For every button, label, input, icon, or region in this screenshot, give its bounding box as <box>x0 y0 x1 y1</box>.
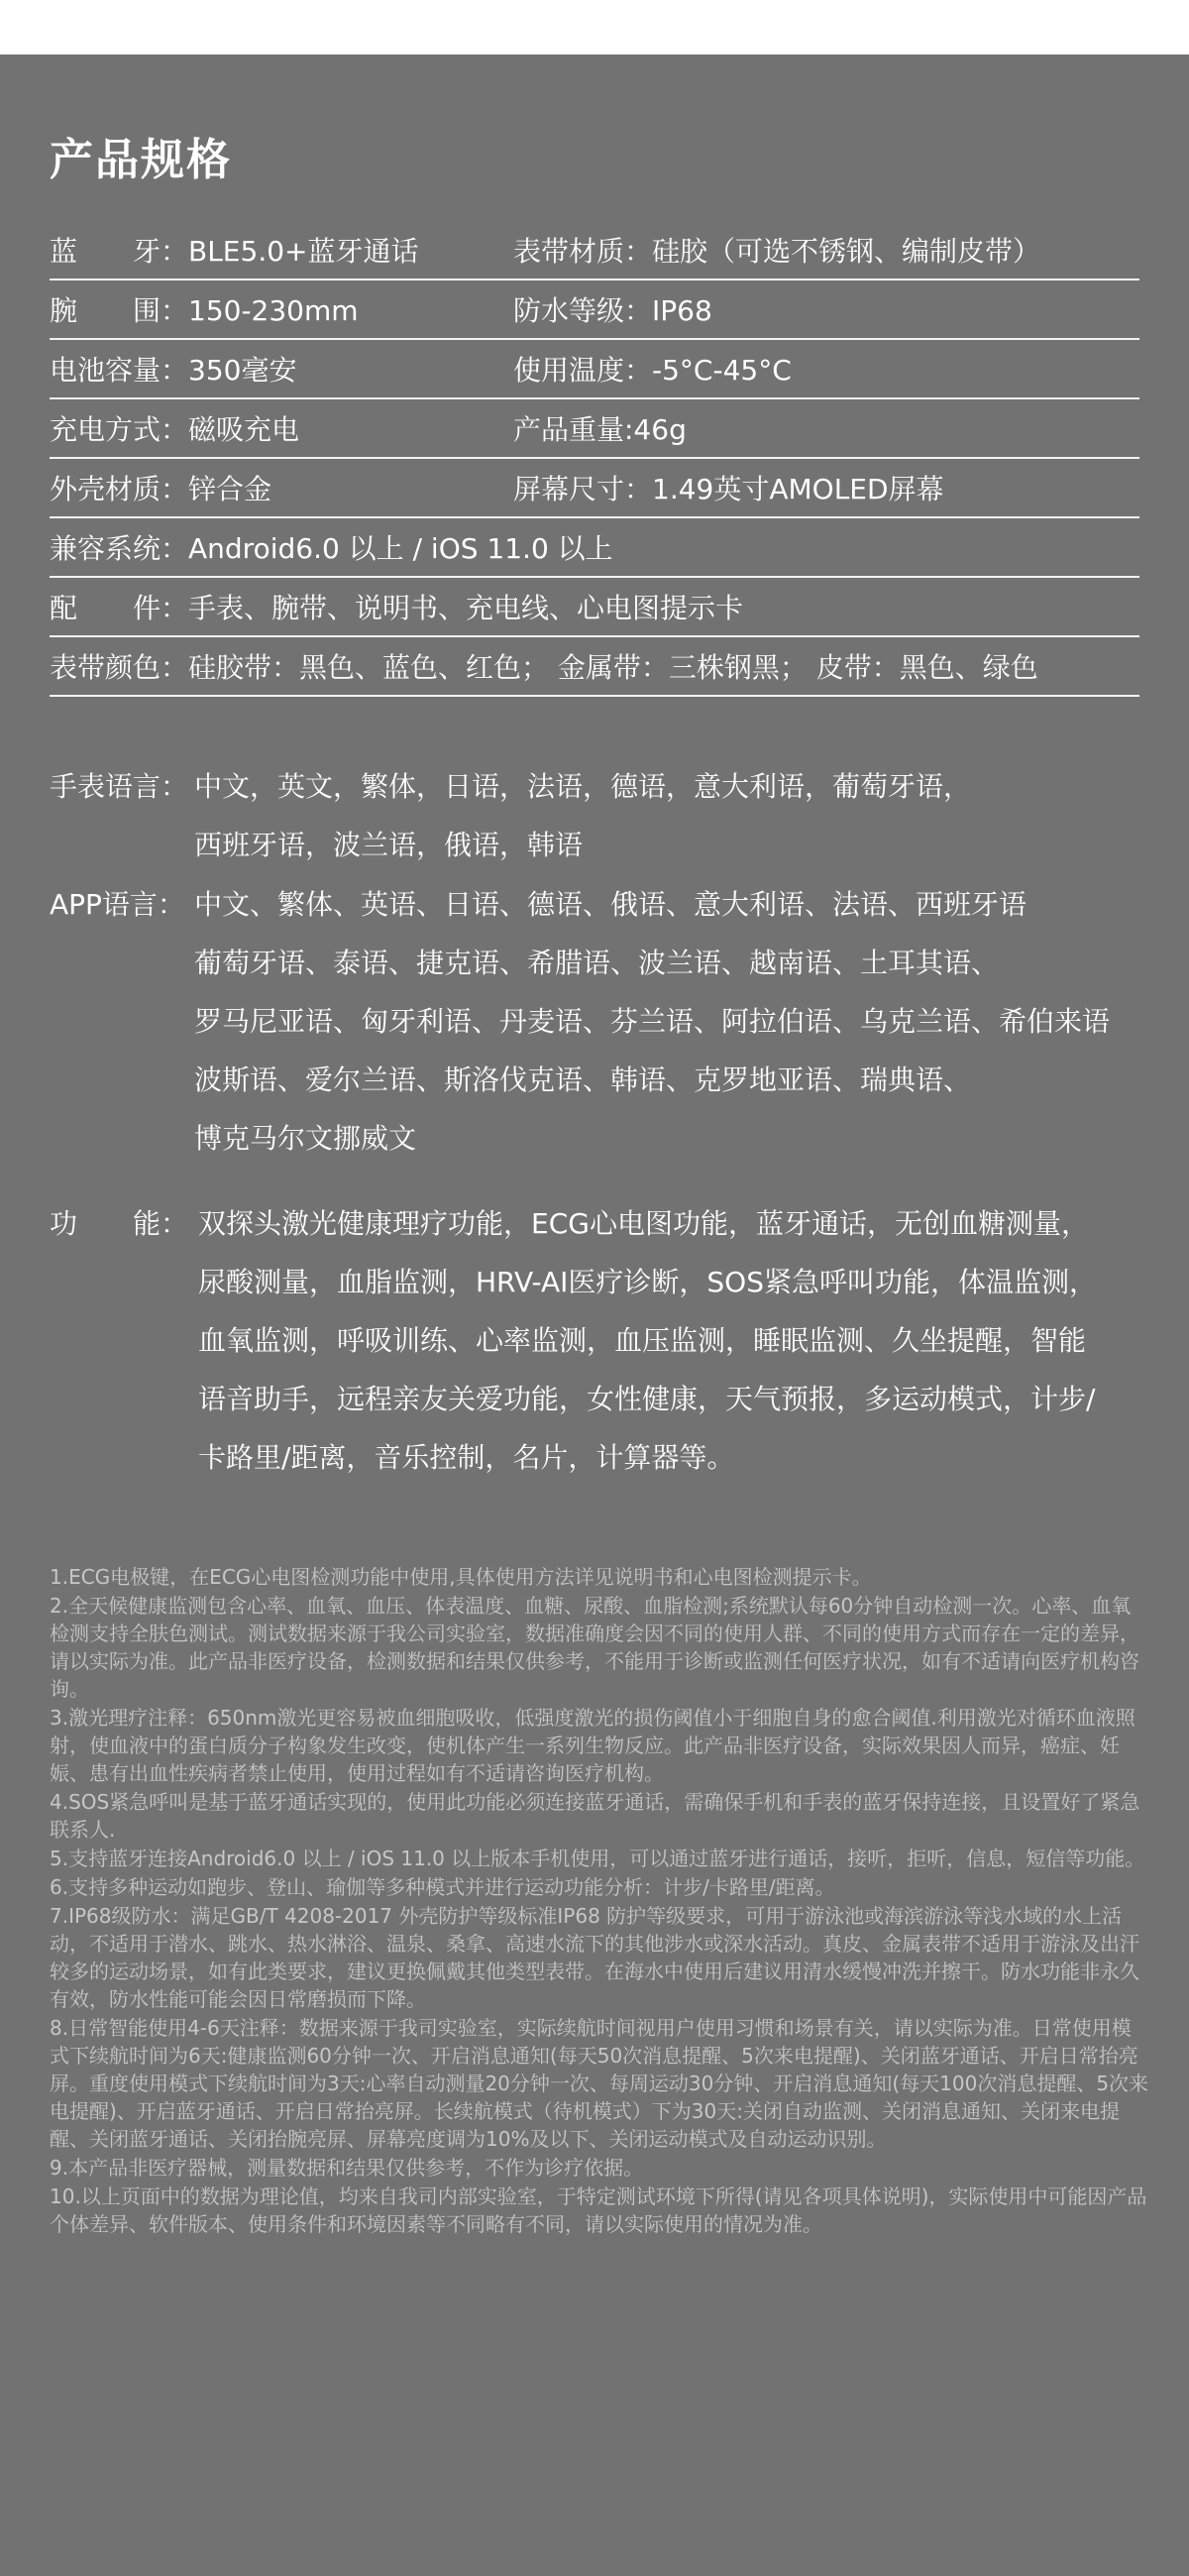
spec-compatibility: 兼容系统：Android6.0 以上 / iOS 11.0 以上 <box>50 532 613 565</box>
app-language-line: 中文、繁体、英语、日语、德语、俄语、意大利语、法语、西班牙语 <box>194 888 1027 921</box>
functions-line: 双探头激光健康理疗功能，ECG心电图功能，蓝牙通话，无创血糖测量， <box>198 1207 1089 1240</box>
footnote: 10.以上页面中的数据为理论值，均来自我司内部实验室，于特定测试环境下所得(请见各项具体说明)，实际使用中可能因产品个体差异、软件版本、使用条件和环境因素等不同略有不同，请以实际使用的情况为准。 <box>50 2184 1147 2236</box>
spec-row <box>50 280 1139 340</box>
footnote: 7.IP68级防水：满足GB/T 4208-2017 外壳防护等级标准IP68 防护等级要求，可用于游泳池或海滨游泳等浅水域的水上活动，不适用于潜水、跳水、热水淋浴、温泉、桑拿、高速水流下的其他涉水或深水活动。真皮、金属表带不适用于游泳及出汗较多的运动场景，如有此类要求，建议更换佩戴其他类型表带。在海水中使用后建议用清水缓慢冲洗并擦干。防水功能非永久有效，防水性能可能会因日常磨损而下降。 <box>50 1904 1139 2011</box>
spec-bluetooth: 蓝 牙：BLE5.0+蓝牙通话 <box>50 235 419 268</box>
page-title: 产品规格 <box>50 135 232 185</box>
footnotes <box>50 1563 1149 2239</box>
app-language-line: 波斯语、爱尔兰语、斯洛伐克语、韩语、克罗地亚语、瑞典语、 <box>194 1064 972 1096</box>
footnote: 5.支持蓝牙连接Android6.0 以上 / iOS 11.0 以上版本手机使用，可以通过蓝牙进行通话，接听，拒听，信息，短信等功能。 <box>50 1847 1145 1870</box>
spec-strap-material: 表带材质：硅胶（可选不锈钢、编制皮带） <box>513 235 1041 268</box>
watch-language-label: 手表语言： <box>50 770 189 803</box>
spec-row <box>50 518 1139 578</box>
spec-waterproof: 防水等级：IP68 <box>513 294 712 327</box>
spec-table <box>50 221 1139 697</box>
footnote: 6.支持多种运动如跑步、登山、瑜伽等多种模式并进行运动功能分析：计步/卡路里/距离。 <box>50 1875 835 1899</box>
spec-case-material: 外壳材质：锌合金 <box>50 473 272 505</box>
app-language-line: 博克马尔文挪威文 <box>194 1122 417 1155</box>
spec-accessories: 配 件：手表、腕带、说明书、充电线、心电图提示卡 <box>50 592 744 624</box>
spec-charging: 充电方式：磁吸充电 <box>50 413 300 446</box>
spec-row <box>50 221 1139 280</box>
functions-line: 语音助手，远程亲友关爱功能，女性健康，天气预报，多运动模式，计步/ <box>198 1383 1096 1415</box>
spec-row <box>50 637 1139 697</box>
spec-row <box>50 340 1139 399</box>
functions-line: 卡路里/距离，音乐控制，名片，计算器等。 <box>198 1441 735 1474</box>
footnote: 3.激光理疗注释：650nm激光更容易被血细胞吸收，低强度激光的损伤阈值小于细胞自身的愈合阈值.利用激光对循环血液照射，使血液中的蛋白质分子构象发生改变，使机体产生一系列生物反应。此产品非医疗设备，实际效果因人而异，癌症、妊娠、患有出血性疾病者禁止使用，使用过程如有不适请咨询医疗机构。 <box>50 1706 1135 1785</box>
footnote: 8.日常智能使用4-6天注释：数据来源于我司实验室，实际续航时间视用户使用习惯和场景有关，请以实际为准。日常使用模式下续航时间为6天:健康监测60分钟一次、开启消息通知(每天50次消息提醒、5次来电提醒)、关闭蓝牙通话、开启日常抬亮屏。重度使用模式下续航时间为3天:心率自动测量20分钟一次、每周运动30分钟、开启消息通知(每天100次消息提醒、5次来电提醒)、开启蓝牙通话、开启日常抬亮屏。长续航模式（待机模式）下为30天:关闭自动监测、关闭消息通知、关闭来电提醒、关闭蓝牙通话、关闭抬腕亮屏、屏幕亮度调为10%及以下、关闭运动模式及自动运动识别。 <box>50 2016 1149 2151</box>
footnote: 4.SOS紧急呼叫是基于蓝牙通话实现的，使用此功能必须连接蓝牙通话，需确保手机和手表的蓝牙保持连接，且设置好了紧急联系人. <box>50 1790 1140 1842</box>
app-language-line: 罗马尼亚语、匈牙利语、丹麦语、芬兰语、阿拉伯语、乌克兰语、希伯来语 <box>194 1005 1111 1038</box>
watch-language-line: 西班牙语，波兰语，俄语，韩语 <box>194 829 584 861</box>
functions-label: 功 能： <box>50 1207 189 1240</box>
spec-strap-colors: 表带颜色：硅胶带：黑色、蓝色、红色； 金属带：三株钢黑； 皮带：黑色、绿色 <box>50 651 1038 684</box>
functions-line: 尿酸测量，血脂监测，HRV-AI医疗诊断，SOS紧急呼叫功能，体温监测， <box>198 1266 1097 1298</box>
functions-line: 血氧监测，呼吸训练、心率监测，血压监测，睡眠监测、久坐提醒，智能 <box>198 1324 1087 1357</box>
spec-row <box>50 578 1139 637</box>
footnote: 2.全天候健康监测包含心率、血氧、血压、体表温度、血糖、尿酸、血脂检测;系统默认每60分钟自动检测一次。心率、血氧检测支持全肤色测试。测试数据来源于我公司实验室，数据准确度会因不同的使用人群、不同的使用方式而存在一定的差异，请以实际为准。此产品非医疗设备，检测数据和结果仅供参考，不能用于诊断或监测任何医疗状况，如有不适请向医疗机构咨询。 <box>50 1594 1139 1701</box>
app-language-line: 葡萄牙语、泰语、捷克语、希腊语、波兰语、越南语、土耳其语、 <box>194 947 1000 979</box>
watch-language-line: 中文，英文，繁体，日语，法语，德语，意大利语，葡萄牙语， <box>194 770 972 803</box>
spec-battery: 电池容量：350毫安 <box>50 354 297 387</box>
spec-wrist-size: 腕 围：150-230mm <box>50 294 359 327</box>
spec-weight: 产品重量:46g <box>513 413 687 446</box>
footnote: 1.ECG电极键，在ECG心电图检测功能中使用,具体使用方法详见说明书和心电图检测提示卡。 <box>50 1565 872 1589</box>
spec-row <box>50 459 1139 518</box>
spec-screen-size: 屏幕尺寸：1.49英寸AMOLED屏幕 <box>513 473 944 505</box>
spec-row <box>50 399 1139 459</box>
spec-temperature: 使用温度：-5°C-45°C <box>513 354 792 387</box>
footnote: 9.本产品非医疗器械，测量数据和结果仅供参考，不作为诊疗依据。 <box>50 2156 644 2180</box>
spec-page <box>0 55 1189 2576</box>
app-language-label: APP语言： <box>50 888 185 921</box>
